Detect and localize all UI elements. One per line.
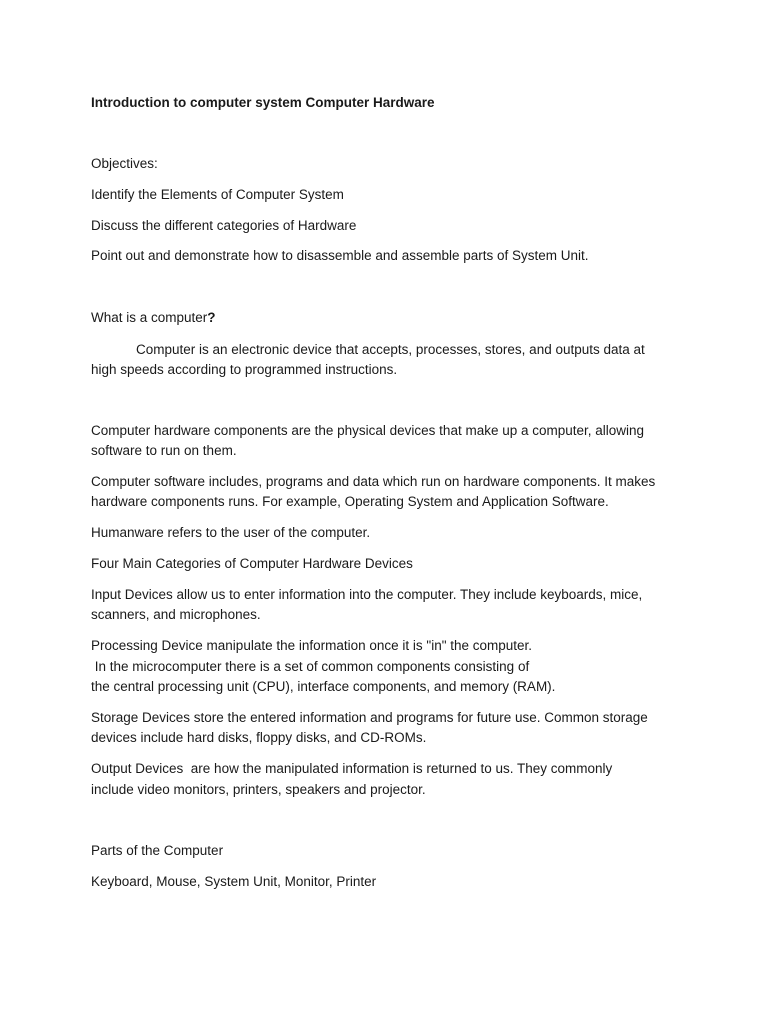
definition-line: Computer is an electronic device that accepts, processes, stores, and outputs data at: [136, 342, 645, 357]
input-devices-line: Input Devices allow us to enter information into the computer. They include keyboards, mice,: [91, 587, 643, 602]
definition-line: high speeds according to programmed instructions.: [91, 362, 398, 377]
objective-item: Discuss the different categories of Hardware: [91, 218, 357, 233]
objective-item: Identify the Elements of Computer System: [91, 187, 344, 202]
processing-device-line: the central processing unit (CPU), interface components, and memory (RAM).: [91, 679, 556, 694]
humanware-paragraph: Humanware refers to the user of the computer.: [91, 525, 371, 540]
storage-devices-line: Storage Devices store the entered information and programs for future use. Common storage: [91, 710, 648, 725]
software-paragraph-line: Computer software includes, programs and data which run on hardware components. It makes: [91, 474, 656, 489]
document-title: Introduction to computer system Computer Hardware: [91, 95, 435, 110]
parts-list: Keyboard, Mouse, System Unit, Monitor, Printer: [91, 874, 377, 889]
processing-device-line: Processing Device manipulate the information once it is "in" the computer.: [91, 638, 533, 653]
what-is-computer-heading-text: What is a computer: [91, 310, 208, 325]
objective-item: Point out and demonstrate how to disassemble and assemble parts of System Unit.: [91, 248, 589, 263]
hardware-paragraph-line: software to run on them.: [91, 443, 237, 458]
parts-heading: Parts of the Computer: [91, 843, 224, 858]
hardware-paragraph-line: Computer hardware components are the physical devices that make up a computer, allowing: [91, 423, 645, 438]
software-paragraph-line: hardware components runs. For example, Operating System and Application Software.: [91, 494, 609, 509]
output-devices-line: include video monitors, printers, speakers and projector.: [91, 782, 426, 797]
question-mark: ?: [207, 310, 216, 325]
input-devices-line: scanners, and microphones.: [91, 607, 261, 622]
what-is-computer-heading: [91, 308, 216, 328]
categories-heading: Four Main Categories of Computer Hardware Devices: [91, 556, 413, 571]
output-devices-line: Output Devices are how the manipulated information is returned to us. They commonly: [91, 761, 613, 776]
objectives-heading: Objectives:: [91, 156, 158, 171]
storage-devices-line: devices include hard disks, floppy disks, and CD-ROMs.: [91, 730, 427, 745]
processing-device-line: In the microcomputer there is a set of common components consisting of: [91, 659, 530, 674]
